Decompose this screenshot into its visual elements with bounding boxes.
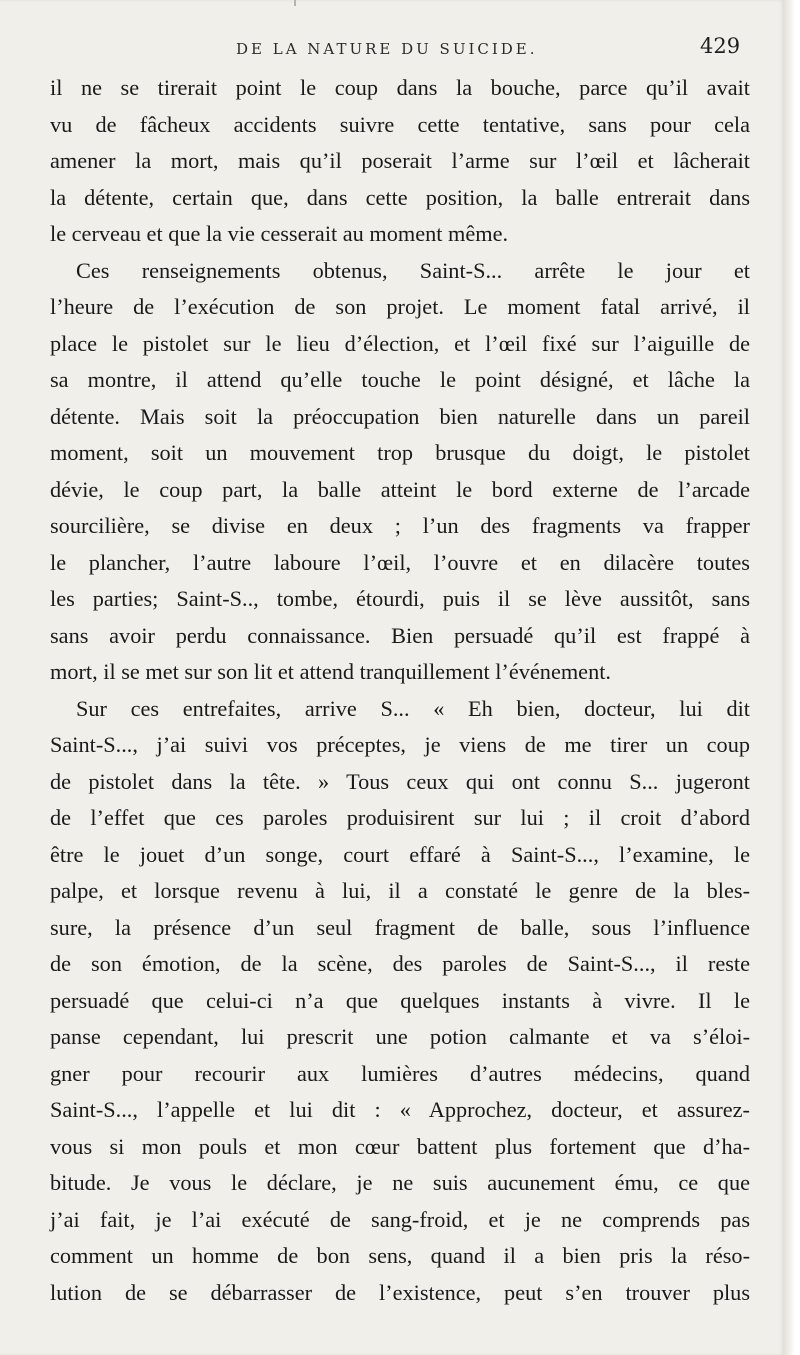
text-line: de l’effet que ces paroles produisirent sur lui ; il croit d’abord: [50, 805, 750, 830]
text-line: dévie, le coup part, la balle atteint le bord externe de l’arcade: [50, 476, 750, 502]
text-line: panse cependant, lui prescrit une potion calmante et va s’éloi-: [50, 1024, 750, 1049]
text-line: sure, la présence d’un seul fragment de balle, sous l’influence: [50, 914, 750, 940]
text-line: mort, il se met sur son lit et attend tranquillement l’événement.: [50, 659, 611, 684]
text-line: le plancher, l’autre laboure l’œil, l’ouvre et en dilacère toutes: [50, 549, 750, 575]
text-line: de son émotion, de la scène, des paroles de Saint-S..., il reste: [50, 951, 750, 976]
page-number: 429: [700, 34, 741, 58]
text-line: les parties; Saint-S.., tombe, étourdi, puis il se lève aussitôt, sans: [50, 586, 750, 611]
text-line: amener la mort, mais qu’il poserait l’arme sur l’œil et lâcherait: [50, 148, 750, 173]
text-line: sourcilière, se divise en deux ; l’un des fragments va frapper: [50, 513, 750, 538]
text-line: détente. Mais soit la préoccupation bien naturelle dans un pareil: [50, 403, 750, 429]
text-line: être le jouet d’un songe, court effaré à Saint-S..., l’examine, le: [50, 841, 750, 867]
text-line: gner pour recourir aux lumières d’autres médecins, quand: [50, 1060, 750, 1086]
text-line: vu de fâcheux accidents suivre cette tentative, sans pour cela: [50, 111, 750, 137]
text-line: Ces renseignements obtenus, Saint-S... arrête le jour et: [76, 257, 750, 283]
text-line: le cerveau et que la vie cesserait au moment même.: [50, 221, 509, 246]
text-line: la détente, certain que, dans cette position, la balle entrerait dans: [50, 184, 750, 210]
text-line: comment un homme de bon sens, quand il a bien pris la réso-: [50, 1243, 750, 1268]
text-line: il ne se tirerait point le coup dans la bouche, parce qu’il avait: [50, 75, 750, 100]
text-line: moment, soit un mouvement trop brusque du doigt, le pistolet: [50, 440, 750, 465]
text-line: persuadé que celui-ci n’a que quelques instants à vivre. Il le: [50, 987, 750, 1013]
text-line: palpe, et lorsque revenu à lui, il a constaté le genre de la bles-: [50, 878, 750, 903]
text-line: vous si mon pouls et mon cœur battent plus fortement que d’ha-: [50, 1133, 750, 1159]
text-line: place le pistolet sur le lieu d’élection, et l’œil fixé sur l’aiguille de: [50, 330, 750, 356]
running-title: DE LA NATURE DU SUICIDE.: [236, 40, 538, 58]
text-line: Saint-S..., l’appelle et lui dit : « Approchez, docteur, et assurez-: [50, 1097, 750, 1122]
body-text: [50, 70, 750, 1311]
text-line: lution de se débarrasser de l’existence, peut s’en trouver plus: [50, 1279, 750, 1305]
text-line: bitude. Je vous le déclare, je ne suis aucunement ému, ce que: [50, 1170, 750, 1195]
text-line: j’ai fait, je l’ai exécuté de sang-froid, et je ne comprends pas: [50, 1206, 750, 1232]
text-line: l’heure de l’exécution de son projet. Le moment fatal arrivé, il: [50, 294, 750, 319]
text-line: sa montre, il attend qu’elle touche le point désigné, et lâche la: [50, 367, 750, 392]
text-line: de pistolet dans la tête. » Tous ceux qui ont connu S... jugeront: [50, 768, 750, 794]
page-edge: [784, 0, 800, 1355]
text-line: Sur ces entrefaites, arrive S... « Eh bien, docteur, lui dit: [76, 695, 750, 721]
text-line: Saint-S..., j’ai suivi vos préceptes, je viens de me tirer un coup: [50, 732, 750, 757]
page-fold-mark: [294, 0, 296, 6]
text-line: sans avoir perdu connaissance. Bien persuadé qu’il est frappé à: [50, 622, 750, 648]
